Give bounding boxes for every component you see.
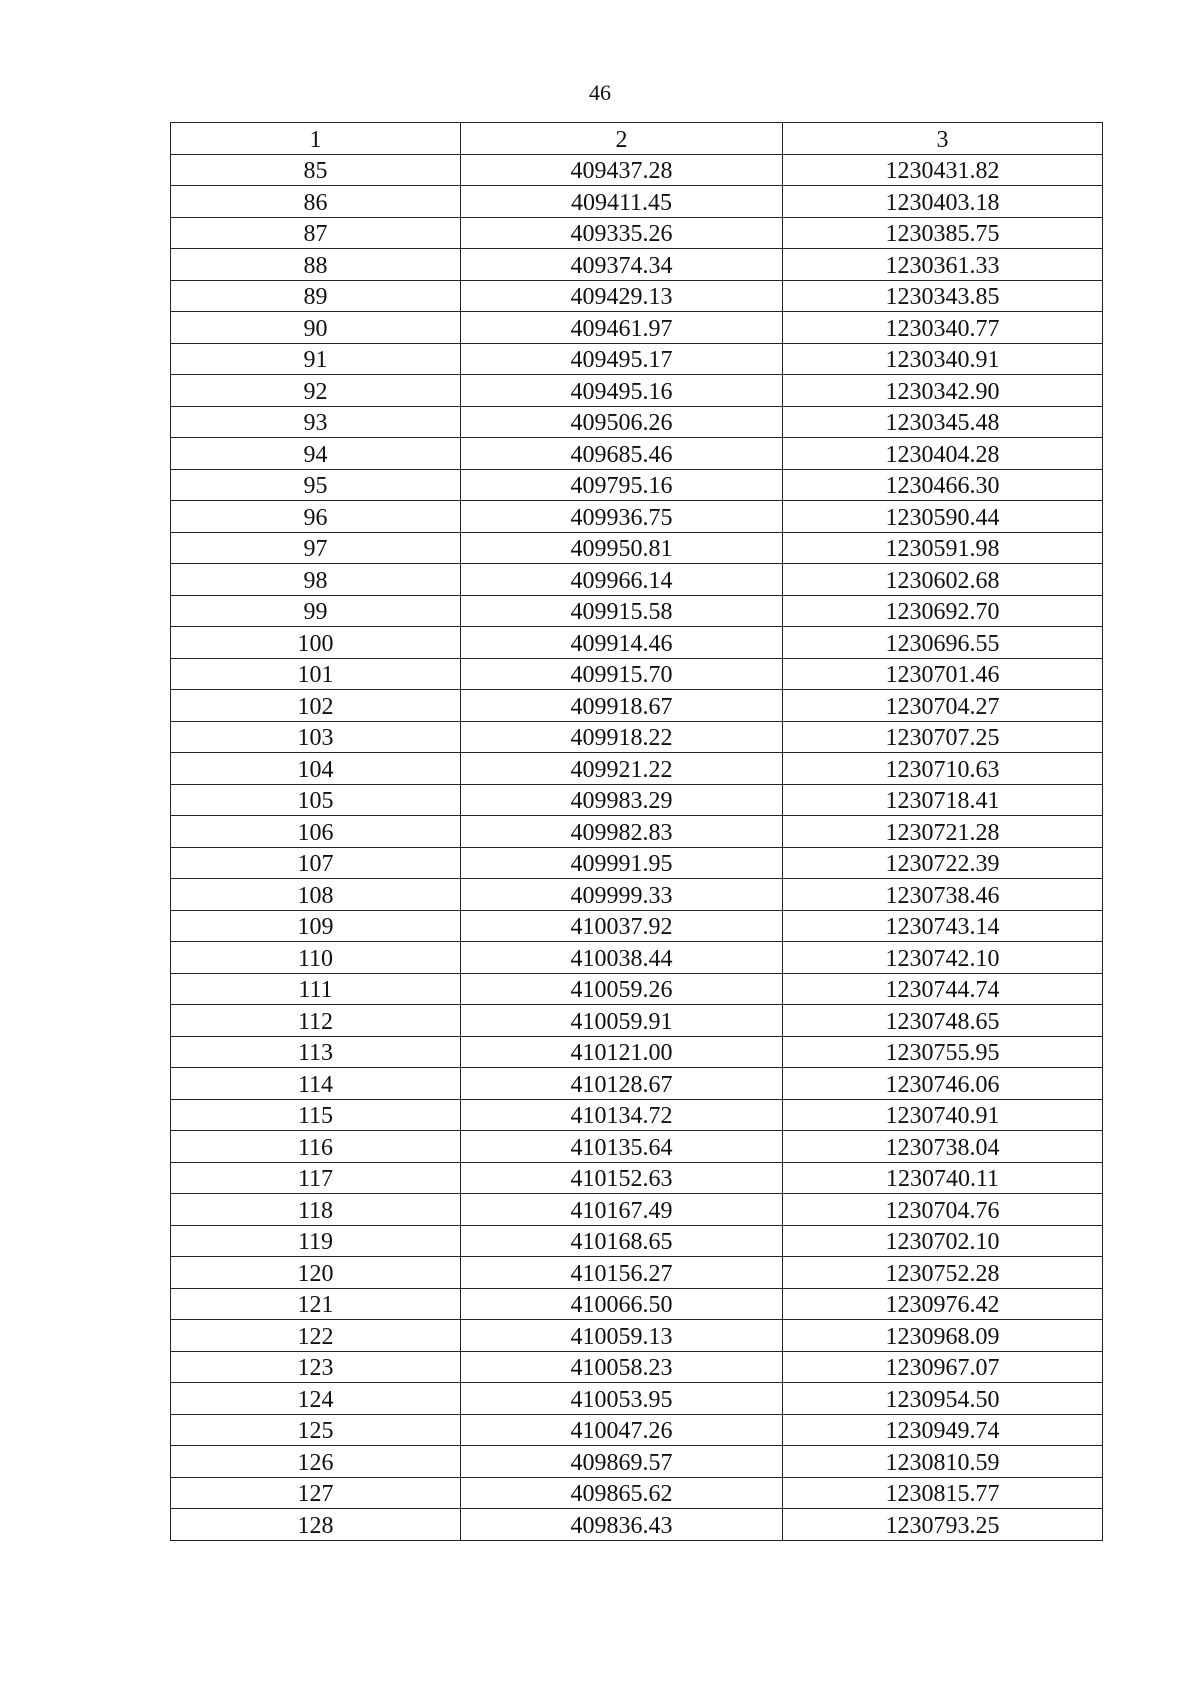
x-coordinate-cell: 410053.95 <box>461 1383 783 1415</box>
x-coordinate-cell: 409495.16 <box>461 375 783 407</box>
y-coordinate-cell: 1230710.63 <box>783 753 1103 785</box>
point-number-cell: 91 <box>171 343 461 375</box>
y-coordinate-cell: 1230722.39 <box>783 847 1103 879</box>
y-coordinate-cell: 1230704.27 <box>783 690 1103 722</box>
y-coordinate-cell: 1230793.25 <box>783 1509 1103 1541</box>
point-number-cell: 101 <box>171 658 461 690</box>
x-coordinate-cell: 409983.29 <box>461 784 783 816</box>
header-cell-2: 2 <box>461 123 783 155</box>
table-row <box>171 343 1103 375</box>
x-coordinate-cell: 410156.27 <box>461 1257 783 1289</box>
point-number-cell: 105 <box>171 784 461 816</box>
x-coordinate-cell: 409966.14 <box>461 564 783 596</box>
point-number-cell: 88 <box>171 249 461 281</box>
table-row <box>171 658 1103 690</box>
table-row <box>171 469 1103 501</box>
x-coordinate-cell: 409999.33 <box>461 879 783 911</box>
y-coordinate-cell: 1230742.10 <box>783 942 1103 974</box>
y-coordinate-cell: 1230466.30 <box>783 469 1103 501</box>
point-number-cell: 103 <box>171 721 461 753</box>
point-number-cell: 90 <box>171 312 461 344</box>
table-row <box>171 280 1103 312</box>
table-row <box>171 375 1103 407</box>
point-number-cell: 128 <box>171 1509 461 1541</box>
x-coordinate-cell: 410152.63 <box>461 1162 783 1194</box>
table-row <box>171 1446 1103 1478</box>
point-number-cell: 112 <box>171 1005 461 1037</box>
x-coordinate-cell: 410059.13 <box>461 1320 783 1352</box>
point-number-cell: 98 <box>171 564 461 596</box>
point-number-cell: 97 <box>171 532 461 564</box>
point-number-cell: 102 <box>171 690 461 722</box>
x-coordinate-cell: 409836.43 <box>461 1509 783 1541</box>
point-number-cell: 104 <box>171 753 461 785</box>
x-coordinate-cell: 409506.26 <box>461 406 783 438</box>
y-coordinate-cell: 1230740.11 <box>783 1162 1103 1194</box>
y-coordinate-cell: 1230967.07 <box>783 1351 1103 1383</box>
x-coordinate-cell: 409869.57 <box>461 1446 783 1478</box>
table-row <box>171 1257 1103 1289</box>
y-coordinate-cell: 1230696.55 <box>783 627 1103 659</box>
point-number-cell: 107 <box>171 847 461 879</box>
x-coordinate-cell: 409914.46 <box>461 627 783 659</box>
x-coordinate-cell: 410066.50 <box>461 1288 783 1320</box>
table-row <box>171 1320 1103 1352</box>
table-row <box>171 847 1103 879</box>
x-coordinate-cell: 410059.91 <box>461 1005 783 1037</box>
y-coordinate-cell: 1230718.41 <box>783 784 1103 816</box>
header-cell-1: 1 <box>171 123 461 155</box>
y-coordinate-cell: 1230692.70 <box>783 595 1103 627</box>
table-row <box>171 564 1103 596</box>
table-row <box>171 1068 1103 1100</box>
table-row <box>171 784 1103 816</box>
x-coordinate-cell: 409437.28 <box>461 154 783 186</box>
table-row <box>171 1099 1103 1131</box>
table-row <box>171 1414 1103 1446</box>
point-number-cell: 113 <box>171 1036 461 1068</box>
point-number-cell: 116 <box>171 1131 461 1163</box>
y-coordinate-cell: 1230810.59 <box>783 1446 1103 1478</box>
point-number-cell: 99 <box>171 595 461 627</box>
y-coordinate-cell: 1230431.82 <box>783 154 1103 186</box>
y-coordinate-cell: 1230340.77 <box>783 312 1103 344</box>
x-coordinate-cell: 409429.13 <box>461 280 783 312</box>
table-row <box>171 186 1103 218</box>
table-row <box>171 1288 1103 1320</box>
point-number-cell: 96 <box>171 501 461 533</box>
header-cell-3: 3 <box>783 123 1103 155</box>
point-number-cell: 106 <box>171 816 461 848</box>
x-coordinate-cell: 409685.46 <box>461 438 783 470</box>
x-coordinate-cell: 409461.97 <box>461 312 783 344</box>
point-number-cell: 93 <box>171 406 461 438</box>
y-coordinate-cell: 1230404.28 <box>783 438 1103 470</box>
table-row <box>171 1351 1103 1383</box>
point-number-cell: 125 <box>171 1414 461 1446</box>
y-coordinate-cell: 1230345.48 <box>783 406 1103 438</box>
point-number-cell: 121 <box>171 1288 461 1320</box>
point-number-cell: 86 <box>171 186 461 218</box>
y-coordinate-cell: 1230721.28 <box>783 816 1103 848</box>
y-coordinate-cell: 1230361.33 <box>783 249 1103 281</box>
point-number-cell: 126 <box>171 1446 461 1478</box>
x-coordinate-cell: 409950.81 <box>461 532 783 564</box>
y-coordinate-cell: 1230385.75 <box>783 217 1103 249</box>
x-coordinate-cell: 410134.72 <box>461 1099 783 1131</box>
point-number-cell: 123 <box>171 1351 461 1383</box>
y-coordinate-cell: 1230949.74 <box>783 1414 1103 1446</box>
table-row <box>171 1162 1103 1194</box>
x-coordinate-cell: 410168.65 <box>461 1225 783 1257</box>
x-coordinate-cell: 410047.26 <box>461 1414 783 1446</box>
point-number-cell: 100 <box>171 627 461 659</box>
x-coordinate-cell: 410038.44 <box>461 942 783 974</box>
y-coordinate-cell: 1230954.50 <box>783 1383 1103 1415</box>
point-number-cell: 120 <box>171 1257 461 1289</box>
x-coordinate-cell: 409918.22 <box>461 721 783 753</box>
x-coordinate-cell: 409411.45 <box>461 186 783 218</box>
y-coordinate-cell: 1230702.10 <box>783 1225 1103 1257</box>
table-row <box>171 154 1103 186</box>
y-coordinate-cell: 1230602.68 <box>783 564 1103 596</box>
x-coordinate-cell: 409795.16 <box>461 469 783 501</box>
x-coordinate-cell: 410167.49 <box>461 1194 783 1226</box>
point-number-cell: 94 <box>171 438 461 470</box>
x-coordinate-cell: 410128.67 <box>461 1068 783 1100</box>
table-row <box>171 910 1103 942</box>
x-coordinate-cell: 409865.62 <box>461 1477 783 1509</box>
table-row <box>171 532 1103 564</box>
x-coordinate-cell: 410058.23 <box>461 1351 783 1383</box>
x-coordinate-cell: 409991.95 <box>461 847 783 879</box>
point-number-cell: 95 <box>171 469 461 501</box>
table-row <box>171 1131 1103 1163</box>
point-number-cell: 118 <box>171 1194 461 1226</box>
x-coordinate-cell: 409918.67 <box>461 690 783 722</box>
table-row <box>171 1509 1103 1541</box>
table-row <box>171 1383 1103 1415</box>
table-row <box>171 438 1103 470</box>
x-coordinate-cell: 410135.64 <box>461 1131 783 1163</box>
table-row <box>171 879 1103 911</box>
y-coordinate-cell: 1230976.42 <box>783 1288 1103 1320</box>
point-number-cell: 89 <box>171 280 461 312</box>
x-coordinate-cell: 410037.92 <box>461 910 783 942</box>
table-row <box>171 312 1103 344</box>
point-number-cell: 85 <box>171 154 461 186</box>
table-row <box>171 1477 1103 1509</box>
y-coordinate-cell: 1230591.98 <box>783 532 1103 564</box>
y-coordinate-cell: 1230707.25 <box>783 721 1103 753</box>
point-number-cell: 111 <box>171 973 461 1005</box>
x-coordinate-cell: 409915.70 <box>461 658 783 690</box>
y-coordinate-cell: 1230738.04 <box>783 1131 1103 1163</box>
table-row <box>171 627 1103 659</box>
table-row <box>171 217 1103 249</box>
y-coordinate-cell: 1230590.44 <box>783 501 1103 533</box>
y-coordinate-cell: 1230343.85 <box>783 280 1103 312</box>
y-coordinate-cell: 1230746.06 <box>783 1068 1103 1100</box>
x-coordinate-cell: 409936.75 <box>461 501 783 533</box>
y-coordinate-cell: 1230743.14 <box>783 910 1103 942</box>
y-coordinate-cell: 1230740.91 <box>783 1099 1103 1131</box>
table-row <box>171 501 1103 533</box>
y-coordinate-cell: 1230744.74 <box>783 973 1103 1005</box>
x-coordinate-cell: 409335.26 <box>461 217 783 249</box>
x-coordinate-cell: 409915.58 <box>461 595 783 627</box>
y-coordinate-cell: 1230738.46 <box>783 879 1103 911</box>
y-coordinate-cell: 1230968.09 <box>783 1320 1103 1352</box>
point-number-cell: 87 <box>171 217 461 249</box>
table-row <box>171 816 1103 848</box>
point-number-cell: 119 <box>171 1225 461 1257</box>
y-coordinate-cell: 1230704.76 <box>783 1194 1103 1226</box>
point-number-cell: 122 <box>171 1320 461 1352</box>
coordinates-table <box>170 122 1103 1541</box>
point-number-cell: 115 <box>171 1099 461 1131</box>
table-row <box>171 973 1103 1005</box>
point-number-cell: 127 <box>171 1477 461 1509</box>
table-header-row <box>171 123 1103 155</box>
table-row <box>171 1194 1103 1226</box>
x-coordinate-cell: 410059.26 <box>461 973 783 1005</box>
table-body <box>171 123 1103 1541</box>
y-coordinate-cell: 1230755.95 <box>783 1036 1103 1068</box>
table-row <box>171 753 1103 785</box>
y-coordinate-cell: 1230748.65 <box>783 1005 1103 1037</box>
x-coordinate-cell: 409982.83 <box>461 816 783 848</box>
table-row <box>171 942 1103 974</box>
page-number: 46 <box>589 80 611 105</box>
point-number-cell: 92 <box>171 375 461 407</box>
table-row <box>171 1225 1103 1257</box>
point-number-cell: 109 <box>171 910 461 942</box>
y-coordinate-cell: 1230342.90 <box>783 375 1103 407</box>
table-row <box>171 1036 1103 1068</box>
y-coordinate-cell: 1230701.46 <box>783 658 1103 690</box>
table-row <box>171 721 1103 753</box>
table-row <box>171 249 1103 281</box>
point-number-cell: 110 <box>171 942 461 974</box>
point-number-cell: 124 <box>171 1383 461 1415</box>
x-coordinate-cell: 410121.00 <box>461 1036 783 1068</box>
y-coordinate-cell: 1230403.18 <box>783 186 1103 218</box>
y-coordinate-cell: 1230340.91 <box>783 343 1103 375</box>
table-row <box>171 1005 1103 1037</box>
x-coordinate-cell: 409374.34 <box>461 249 783 281</box>
table-row <box>171 406 1103 438</box>
point-number-cell: 108 <box>171 879 461 911</box>
y-coordinate-cell: 1230815.77 <box>783 1477 1103 1509</box>
x-coordinate-cell: 409921.22 <box>461 753 783 785</box>
y-coordinate-cell: 1230752.28 <box>783 1257 1103 1289</box>
table-row <box>171 690 1103 722</box>
table-row <box>171 595 1103 627</box>
point-number-cell: 117 <box>171 1162 461 1194</box>
point-number-cell: 114 <box>171 1068 461 1100</box>
x-coordinate-cell: 409495.17 <box>461 343 783 375</box>
